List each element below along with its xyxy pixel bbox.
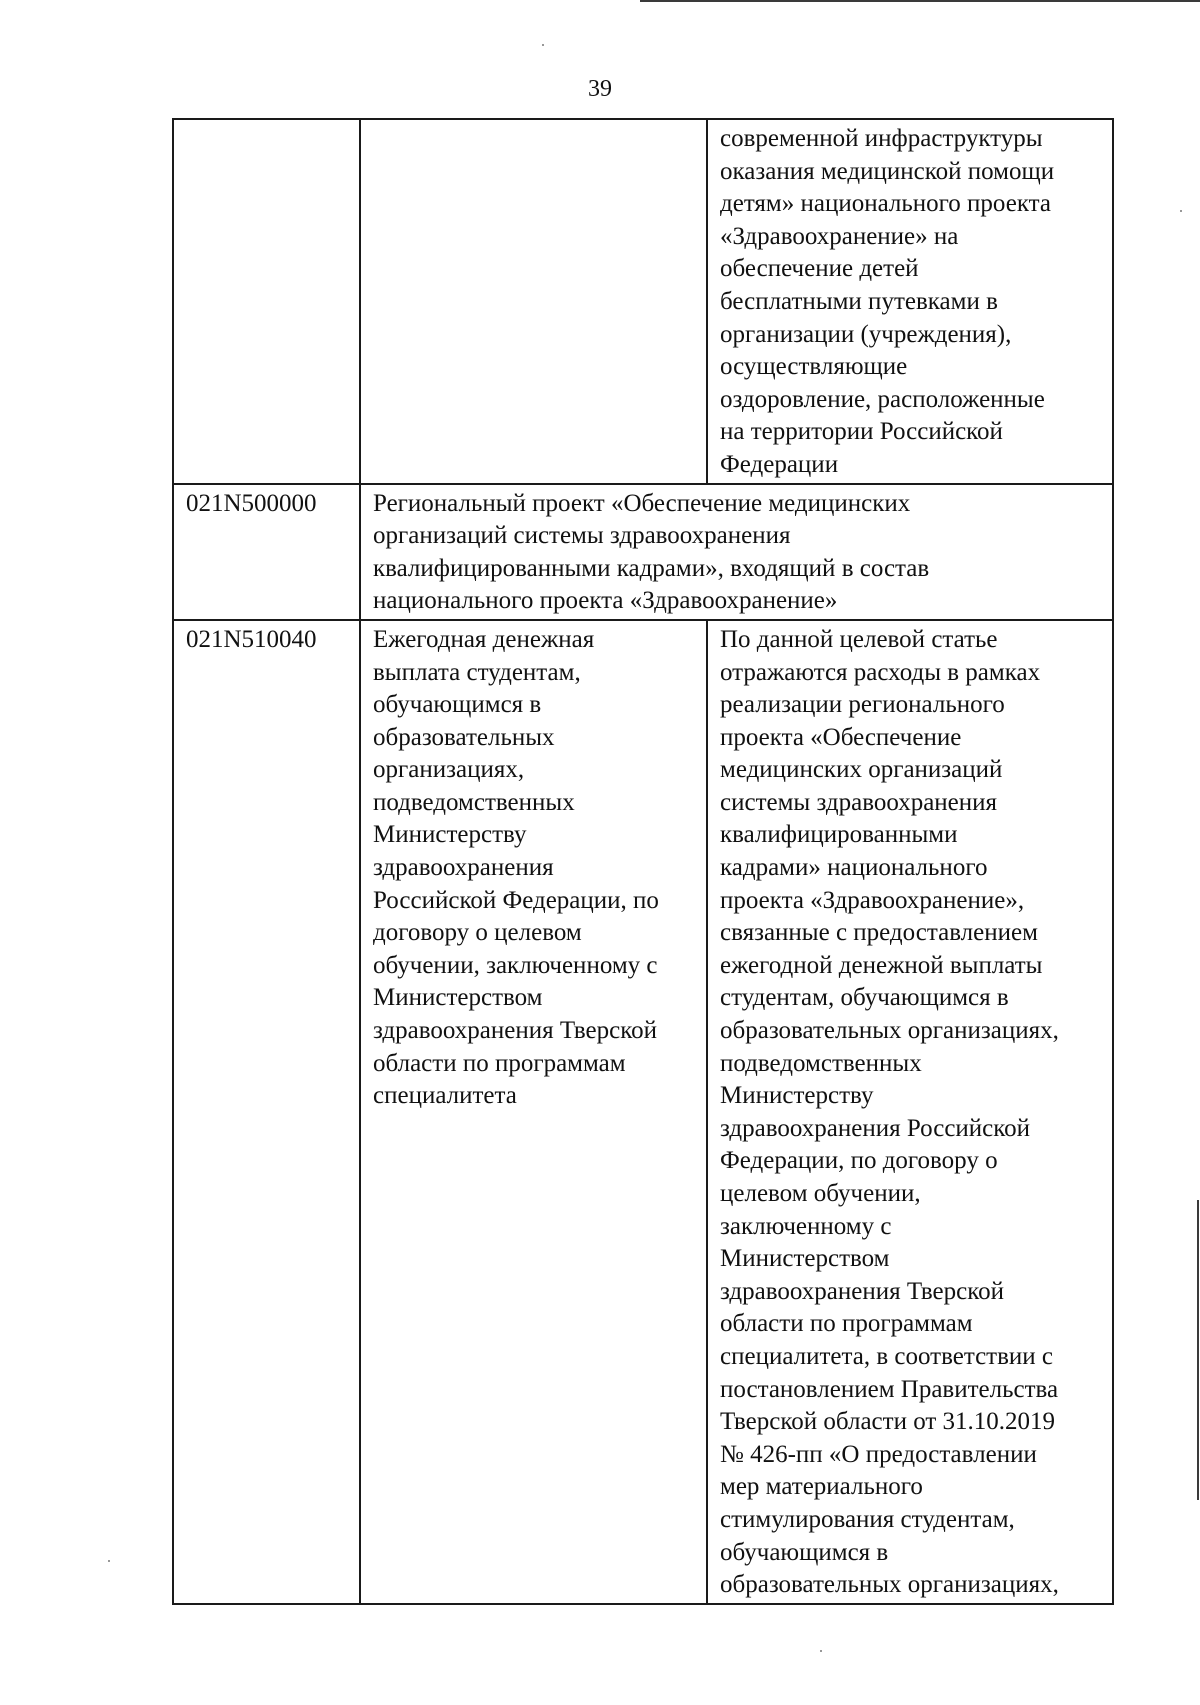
name-cell: Ежегодная денежная выплата студентам, обучающимся в образовательных организациях, подведомственных Министерству здравоохранения Российской Федерации, по договору о целевом обучении, заключенному с Министерством здравоохранения Тверской области по программам специалитета <box>360 620 707 1604</box>
table-row <box>173 484 1113 620</box>
description-cell: По данной целевой статье отражаются расходы в рамках реализации регионального проекта «Обеспечение медицинских организаций системы здравоохранения квалифицированными кадрами» национального проекта «Здравоохранение», связанные с предоставлением ежегодной денежной выплаты студентам, обучающимся в образовательных организациях, подведомственных Министерству здравоохранения Российской Федерации, по договору о целевом обучении, заключенному с Министерством здравоохранения Тверской области по программам специалитета, в соответствии с постановлением Правительства Тверской области от 31.10.2019 № 426-пп «О предоставлении мер материального стимулирования студентам, обучающимся в образовательных организациях, <box>707 620 1113 1604</box>
name-cell <box>360 119 707 484</box>
code-cell: 021N500000 <box>173 484 360 620</box>
scan-edge-top <box>640 0 1200 2</box>
table-row <box>173 620 1113 1604</box>
description-cell: современной инфраструктуры оказания медицинской помощи детям» национального проекта «Здравоохранение» на обеспечение детей бесплатными путевками в организации (учреждения), осуществляющие оздоровление, расположенные на территории Российской Федерации <box>707 119 1113 484</box>
project-title-cell: Региональный проект «Обеспечение медицинских организаций системы здравоохранения квалифицированными кадрами», входящий в состав национального проекта «Здравоохранение» <box>360 484 1113 620</box>
scan-speck <box>1180 210 1182 212</box>
scan-speck <box>542 44 544 46</box>
scan-speck <box>108 1560 110 1562</box>
code-cell <box>173 119 360 484</box>
scan-edge-right <box>1197 1200 1199 1500</box>
table-row <box>173 119 1113 484</box>
code-cell: 021N510040 <box>173 620 360 1604</box>
scan-speck <box>820 1650 822 1652</box>
page-number: 39 <box>588 76 612 102</box>
budget-classification-table <box>172 118 1114 1605</box>
